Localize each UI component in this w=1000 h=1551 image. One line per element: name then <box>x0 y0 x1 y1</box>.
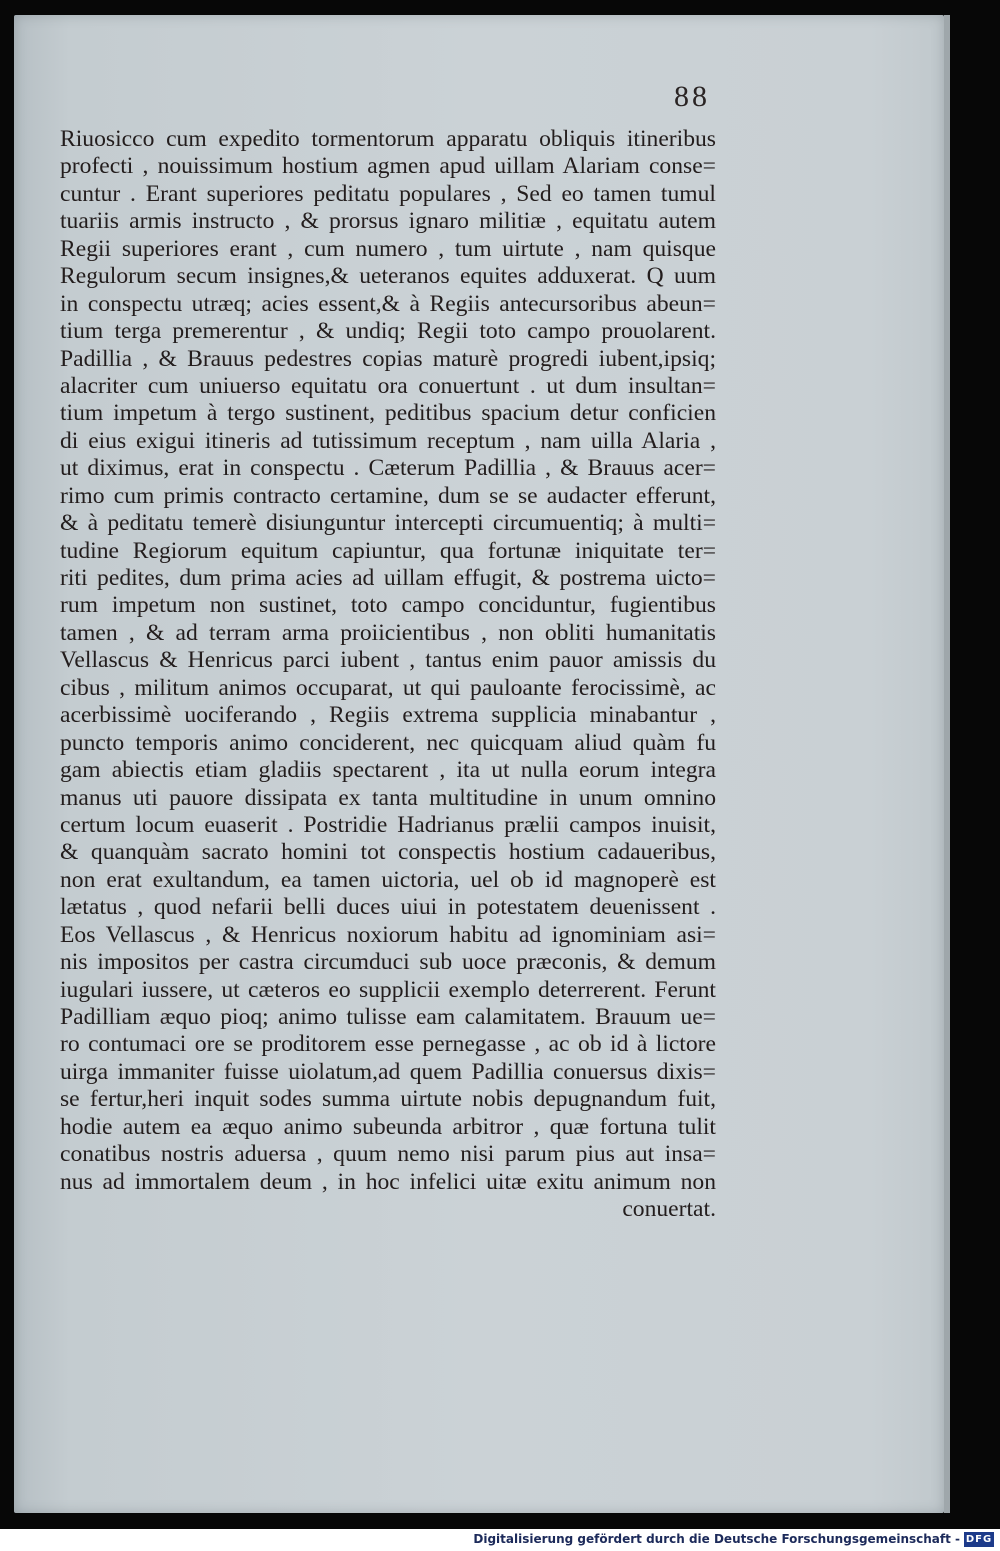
text-line: cuntur . Erant superiores peditatu populares , Sed eo tamen tumul <box>60 180 716 207</box>
text-line: hodie autem ea æquo animo subeunda arbitror , quæ fortuna tulit <box>60 1113 716 1140</box>
dfg-logo: DFG <box>965 1534 993 1545</box>
text-line: Padilliam æquo pioq; animo tulisse eam calamitatem. Brauum ue= <box>60 1004 716 1030</box>
text-line: tamen , & ad terram arma proiicientibus , non obliti humanitatis <box>60 619 716 646</box>
text-line: puncto temporis animo conciderent, nec quicquam aliud quàm fu <box>60 729 716 756</box>
text-line: nis impositos per castra circumduci sub uoce præconis, & demum <box>60 949 716 976</box>
text-line: in conspectu utræq; acies essent,& à Regiis antecursoribus abeun= <box>60 290 716 317</box>
page-edge <box>944 15 950 1513</box>
text-line: cibus , militum animos occuparat, ut qui pauloante ferocissimè, ac <box>60 674 716 701</box>
text-line: certum locum euaserit . Postridie Hadrianus prælii campos inuisit, <box>60 811 716 838</box>
text-line: Regii superiores erant , cum numero , tum uirtute , nam quisque <box>60 235 716 262</box>
text-line: ut diximus, erat in conspectu . Cæterum Padillia , & Brauus acer= <box>60 455 716 482</box>
text-line: tuariis armis instructo , & prorsus ignaro militiæ , equitatu autem <box>60 208 716 235</box>
text-line: iugulari iussere, ut cæteros eo supplicii exemplo deterrerent. Ferunt <box>60 976 716 1003</box>
text-line: profecti , nouissimum hostium agmen apud uillam Alariam conse= <box>60 153 716 180</box>
text-line: Vellascus & Henricus parci iubent , tantus enim pauor amissis du <box>60 647 716 674</box>
text-line: Regulorum secum insignes,& ueteranos equites adduxerat. Q uum <box>60 263 716 290</box>
text-line: rimo cum primis contracto certamine, dum se se audacter efferunt, <box>60 482 716 509</box>
text-line: gam abiectis etiam gladiis spectarent , ita ut nulla eorum integra <box>60 757 716 784</box>
text-line: tium terga premerentur , & undiq; Regii toto campo prouolarent. <box>60 318 716 345</box>
text-line: conatibus nostris aduersa , quum nemo nisi parum pius aut insa= <box>60 1141 716 1168</box>
text-line: acerbissimè uociferando , Regiis extrema supplicia minabantur , <box>60 702 716 729</box>
text-line: Padillia , & Brauus pedestres copias maturè progredi iubent,ipsiq; <box>60 345 716 372</box>
text-line: & à peditatu temerè disiunguntur intercepti circumuentiq; à multi= <box>60 510 716 537</box>
text-line: alacriter cum uniuerso equitatu ora conuertunt . ut dum insultan= <box>60 372 716 399</box>
body-text <box>60 126 716 1224</box>
text-line: uirga immaniter fuisse uiolatum,ad quem Padillia conuersus dixis= <box>60 1058 716 1085</box>
text-line: se fertur,heri inquit sodes summa uirtute nobis depugnandum fuit, <box>60 1086 716 1113</box>
text-line: ro contumaci ore se proditorem esse pernegasse , ac ob id à lictore <box>60 1031 716 1058</box>
page-number: 88 <box>674 80 710 113</box>
text-line: rum impetum non sustinet, toto campo conciduntur, fugientibus <box>60 592 716 619</box>
text-line: manus uti pauore dissipata ex tanta multitudine in unum omnino <box>60 784 716 811</box>
text-line: Riuosicco cum expedito tormentorum apparatu obliquis itineribus <box>60 126 716 152</box>
text-line: nus ad immortalem deum , in hoc infelici uitæ exitu animum non <box>60 1168 716 1195</box>
text-line: riti pedites, dum prima acies ad uillam effugit, & postrema uicto= <box>60 565 716 591</box>
text-line: lætatus , quod nefarii belli duces uiui in potestatem deuenissent . <box>60 894 716 921</box>
text-line: Eos Vellascus , & Henricus noxiorum habitu ad ignominiam asi= <box>60 921 716 948</box>
footer-credit: Digitalisierung gefördert durch die Deutsche Forschungsgemeinschaft - <box>473 1532 960 1546</box>
text-line: di eius exigui itineris ad tutissimum receptum , nam uilla Alaria , <box>60 427 716 454</box>
text-line: & quanquàm sacrato homini tot conspectis hostium cadaueribus, <box>60 839 716 866</box>
text-line-final: conuertat. <box>622 1196 716 1223</box>
footer-bar <box>0 1529 1000 1551</box>
text-line: tudine Regiorum equitum capiuntur, qua fortunæ iniquitate ter= <box>60 537 716 564</box>
text-line: tium impetum à tergo sustinent, peditibus spacium detur conficien <box>60 400 716 427</box>
text-line: non erat exultandum, ea tamen uictoria, uel ob id magnoperè est <box>60 866 716 893</box>
